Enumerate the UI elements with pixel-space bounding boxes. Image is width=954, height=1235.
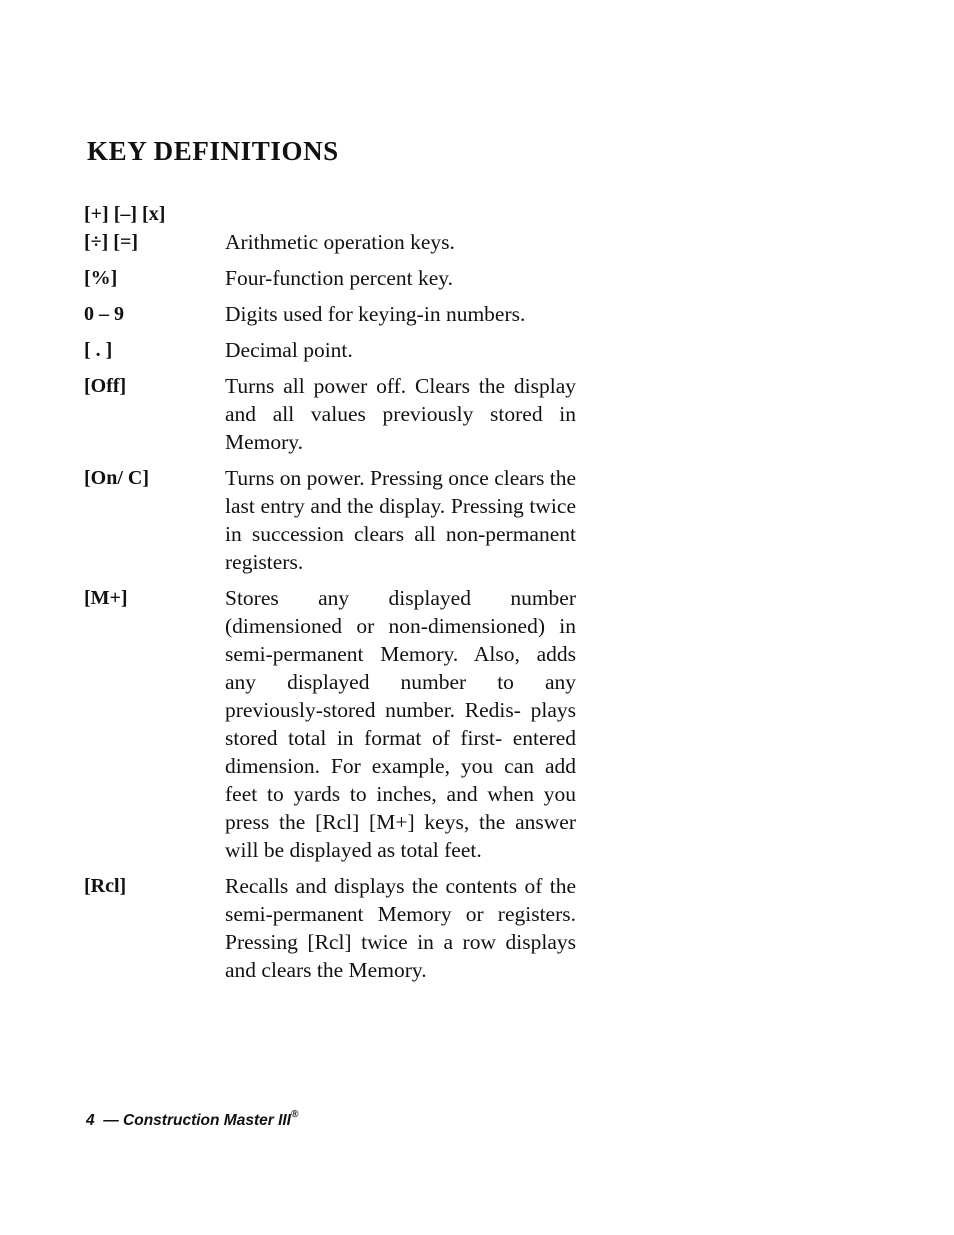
definition-row-digits [84,300,584,328]
definition-row-memory-plus [84,584,584,864]
definition-description: Digits used for keying-in numbers. [225,302,526,326]
definition-description: Decimal point. [225,338,353,362]
definition-key: [On/ C] [84,467,149,489]
key-definitions-list [84,200,584,992]
definition-key: 0 – 9 [84,303,124,325]
definition-row-decimal [84,336,584,364]
definition-description: Four-function percent key. [225,266,454,290]
definition-row-arithmetic [84,228,584,256]
definition-description: Stores any displayed number (dimensioned or non-dimensioned) in semi-permanent Memory. Also, adds any displayed number to any previously-stored number. Redis- plays stored total in format of first- entered dimension. For example, you can add feet to yards to inches, and when you press the [Rcl] [M+] keys, the answer will be displayed as total feet. [225,586,576,862]
definition-row-off [84,372,584,456]
definition-description: Arithmetic operation keys. [225,230,455,254]
page-title: KEY DEFINITIONS [87,136,339,166]
footer-title: — Construction Master III [103,1112,291,1130]
definition-row-recall [84,872,584,984]
definition-key: [%] [84,267,118,289]
definition-row-percent [84,264,584,292]
definition-description: Turns all power off. Clears the display and all values previously stored in Memory. [225,374,576,454]
definition-key: [Off] [84,375,127,397]
registered-mark: ® [291,1109,299,1120]
definition-description: Recalls and displays the contents of the semi-permanent Memory or registers. Pressing [Rcl] twice in a row displays and clears the Memory. [225,874,576,982]
arithmetic-keys-line-1: [+] [–] [x] [84,203,166,225]
definition-key: [Rcl] [84,875,127,897]
definition-key: [M+] [84,587,128,609]
page-number: 4 [86,1112,95,1130]
definition-row-on-clear [84,464,584,576]
definition-key: [ . ] [84,339,113,361]
definition-description: Turns on power. Pressing once clears the last entry and the display. Pressing twice in succession clears all non-permanent registers. [225,466,576,574]
definition-key: [÷] [=] [84,231,139,253]
page-footer [86,1111,298,1130]
